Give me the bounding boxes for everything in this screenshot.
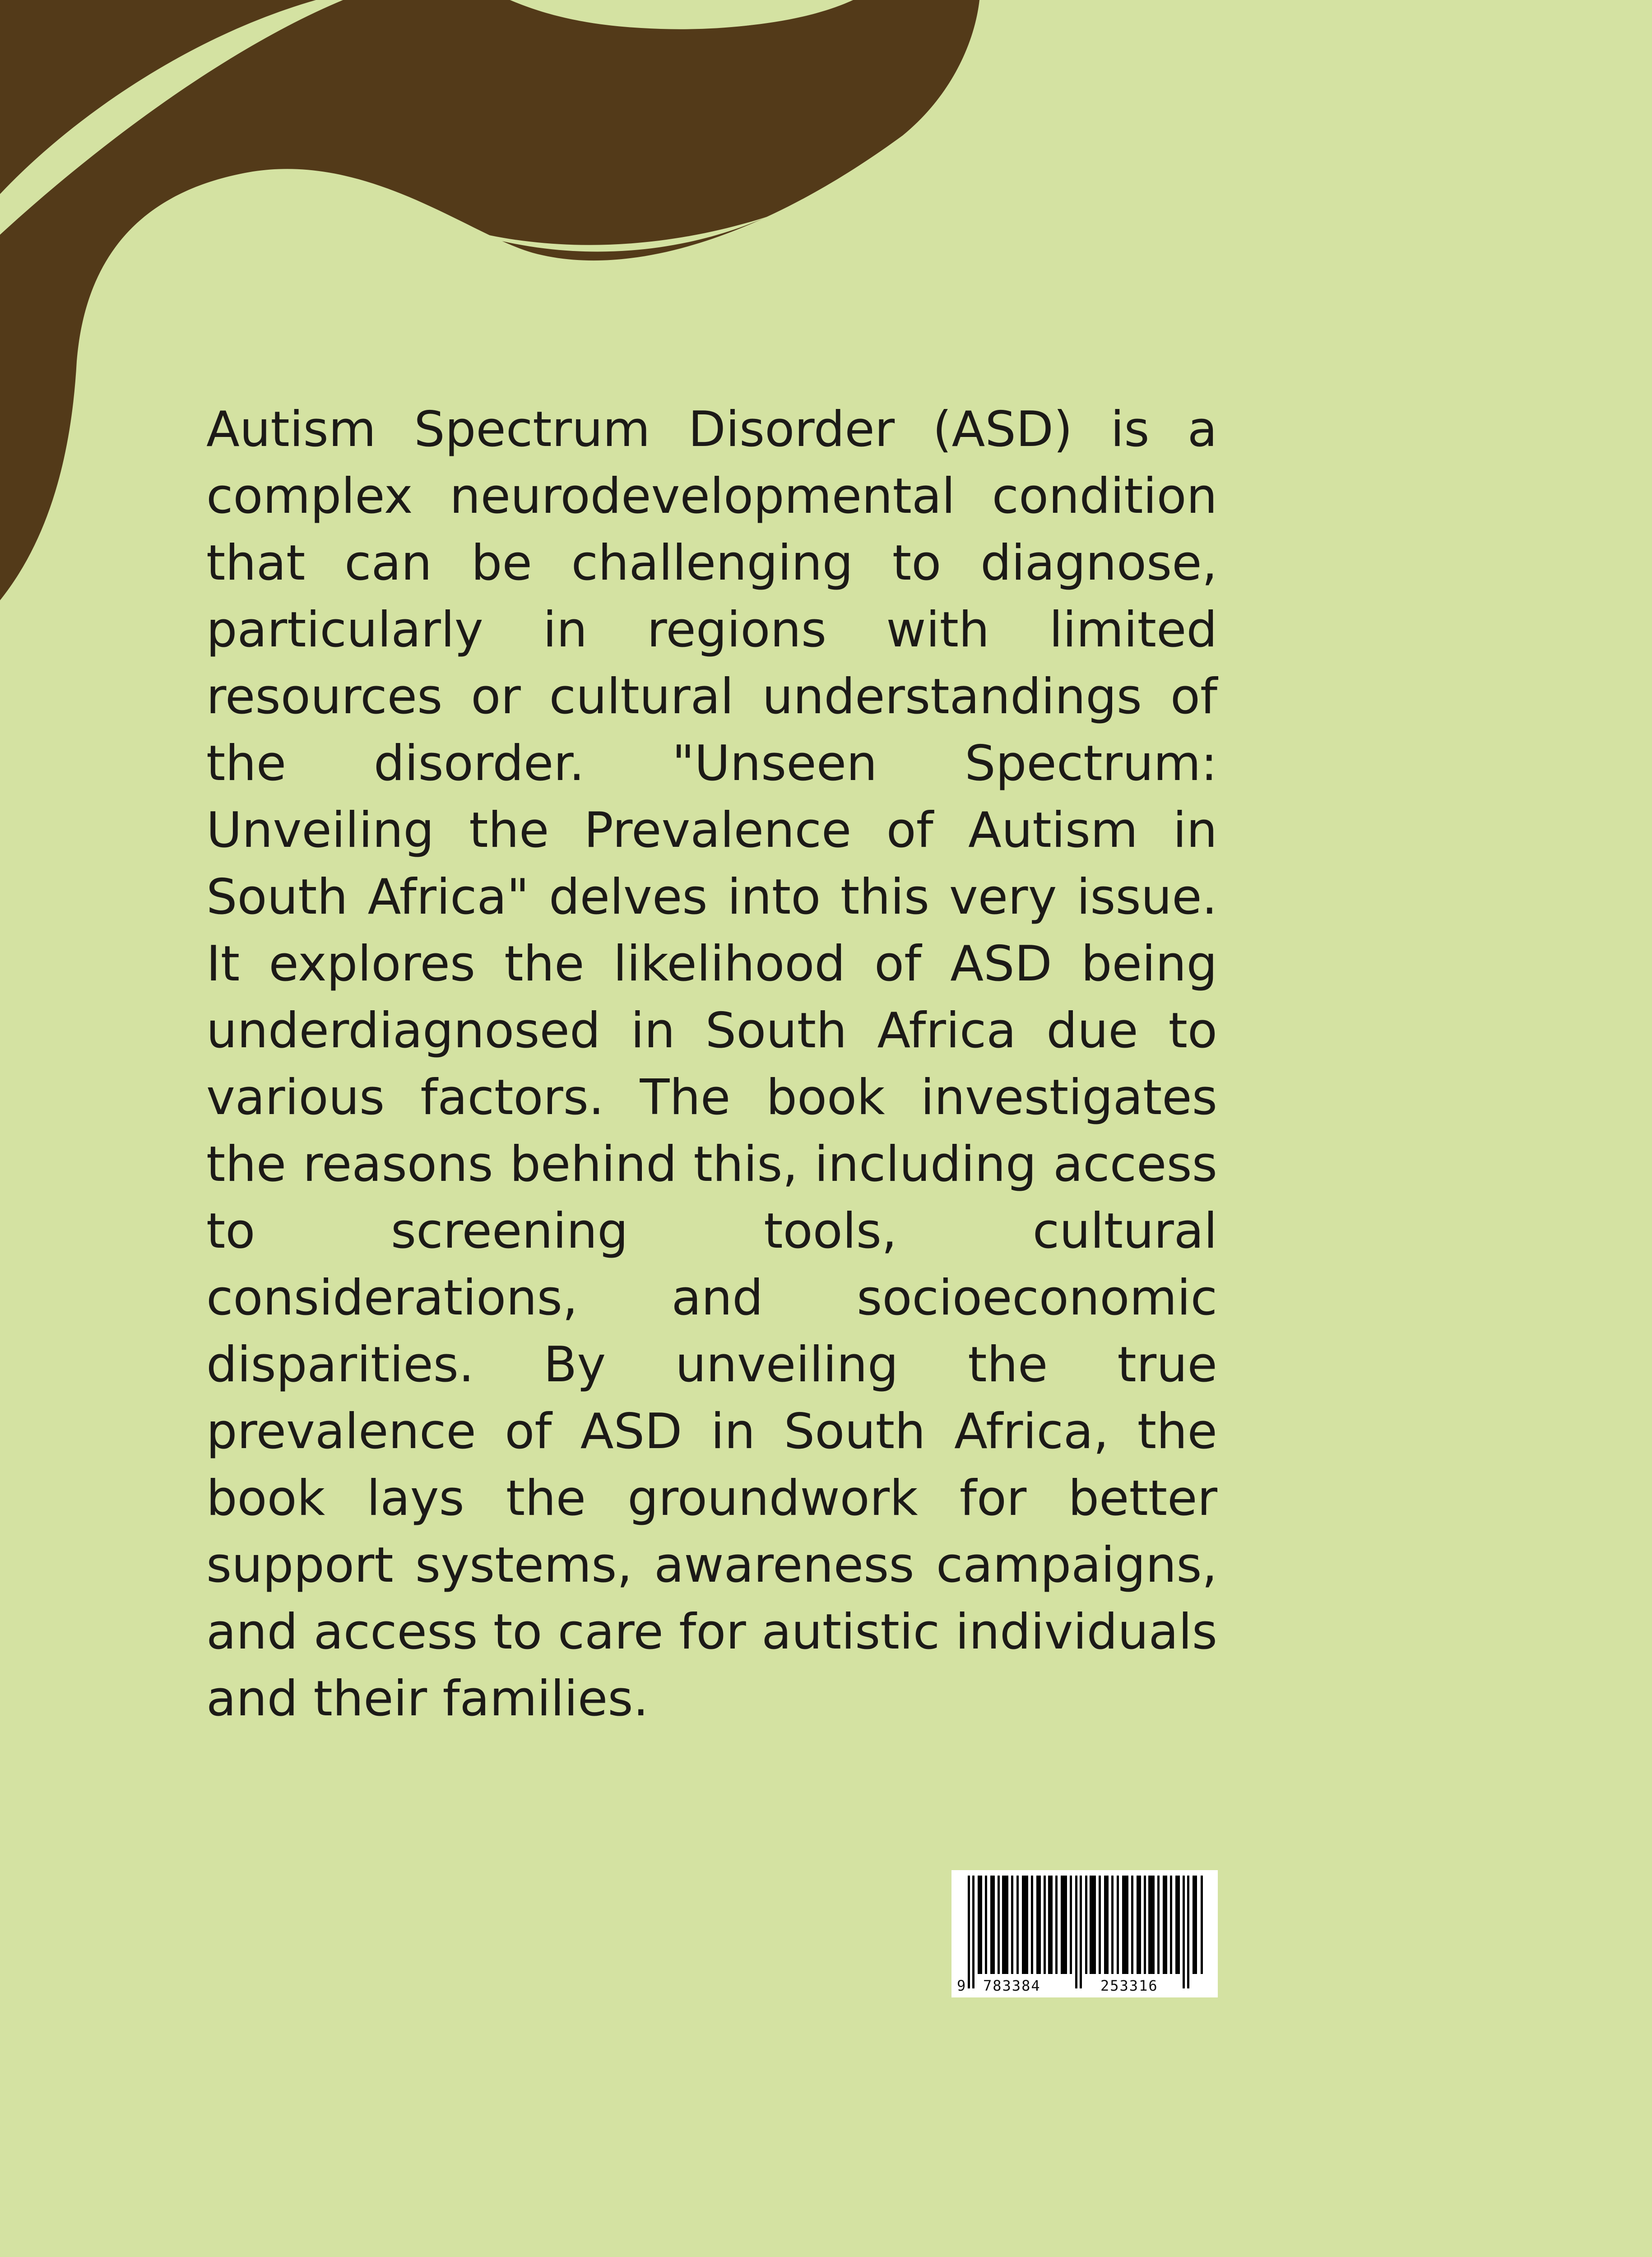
back-cover-blurb: Autism Spectrum Disorder (ASD) is a complex neurodevelopmental condition that can be challenging to diagnose, particularly in regions with limited resources or cultural understandings of the disorder. "Unseen Spectrum: Unveiling the Prevalence of Autism in South Africa" delves into this very issue. It explores the likelihood of ASD being underdiagnosed in South Africa due to various factors. The book investigates the reasons behind this, including access to screening tools, cultural considerations, and socioeconomic disparities. By unveiling the true prevalence of ASD in South Africa, the book lays the groundwork for better support systems, awareness campaigns, and access to care for autistic individuals and their families. xyxy=(206,401,1217,1727)
barcode-right-digits: 253316 xyxy=(1100,1977,1158,1994)
barcode-lead-digit: 9 xyxy=(957,1977,967,1994)
isbn-barcode xyxy=(951,1870,1218,1997)
barcode-left-digits: 783384 xyxy=(983,1977,1041,1994)
